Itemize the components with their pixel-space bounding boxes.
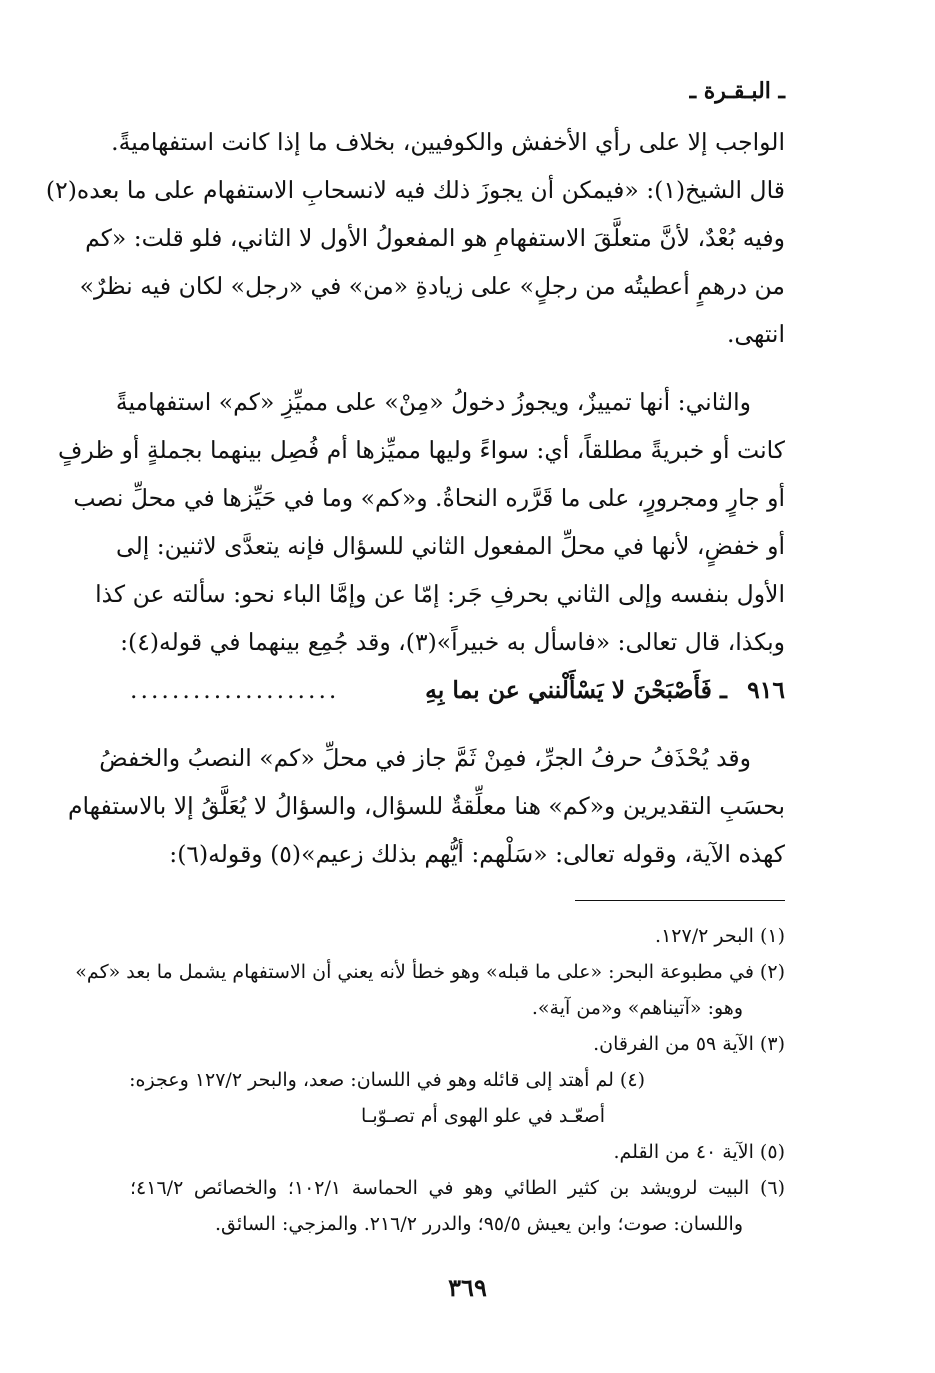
verse-916 [130,666,785,714]
body-line: الأول بنفسه وإلى الثاني بحرفِ جَر: إمّا عن وإمَّا الباء نحو: سألته عن كذا [95,580,785,608]
body-line: وقد يُحْذَفُ حرفُ الجرِّ، فمِنْ ثَمَّ جاز في محلِّ «كم» النصبُ والخفضُ [99,744,751,772]
body-line: والثاني: أنها تمييزٌ، ويجوزُ دخولُ «مِنْ» على مميِّزِ «كم» استفهاميةً [115,388,751,416]
footnote-4-verse: أصعّـد في علو الهوى أم تصـوّبـا [360,1105,605,1127]
verse-dots: .................... [130,676,340,704]
running-header: ـ البـقـرة ـ [689,78,785,104]
footnote-1: (١) البحر ١٢٧/٢. [655,925,785,947]
body-line: بحسَبِ التقديرين و«كم» هنا معلِّقةٌ للسؤال، والسؤالُ لا يُعَلَّقُ إلا بالاستفهام [67,792,785,820]
verse-number: ٩١٦ [747,676,785,704]
body-line: كانت أو خبريةً مطلقاً، أي: سواءً وليها مميِّزها أم فُصِل بينهما بجملةٍ أو ظرفٍ [58,436,785,464]
body-line: من درهمٍ أعطيتُه من رجلٍ» على زيادةِ «من» في «رجل» لكان فيه نظرٌ» [79,272,785,300]
body-line: انتهى. [726,320,785,348]
body-line: أو جارٍ ومجرورٍ، على ما قَرَّره النحاةُ. و«كم» وما في حَيِّزها في محلِّ نصب [73,484,785,512]
verse-separator: ـ [720,676,727,704]
body-line: وبكذا، قال تعالى: «فاسأل به خبيراً»(٣)، وقد جُمِع بينهما في قوله(٤): [120,628,785,656]
footnote-separator [575,900,785,901]
footnotes [75,918,785,1242]
footnote-6: (٦) البيت لرويشد بن كثير الطائي وهو في الحماسة ١٠٢/١؛ والخصائص ٤١٦/٢؛ [130,1177,785,1199]
body-line: قال الشيخ(١): «فيمكن أن يجوزَ ذلك فيه لانسحابِ الاستفهام على ما بعده(٢) [45,176,785,204]
footnote-6-continuation: واللسان: صوت؛ وابن يعيش ٩٥/٥؛ والدرر ٢١٦/٢. والمزجي: السائق. [214,1213,743,1235]
footnote-5: (٥) الآية ٤٠ من القلم. [613,1141,785,1163]
body-line: الواجب إلا على رأي الأخفش والكوفيين، بخلاف ما إذا كانت استفهاميةً. [111,128,785,156]
verse-text: فَأَصْبَحْنَ لا يَسْأَلْنني عن بما بِهِ [425,676,712,704]
body-text [45,118,785,878]
body-line: كهذه الآية، وقوله تعالى: «سَلْهم: أيُّهم بذلك زعيم»(٥) وقوله(٦): [169,840,785,868]
footnote-2-continuation: وهو: «آتيناهم» و«من آية». [531,997,743,1019]
page-number: ٣٦٩ [448,1273,487,1302]
body-line: وفيه بُعْدٌ، لأنَّ متعلَّقَ الاستفهامِ هو المفعولُ الأول لا الثاني، فلو قلت: «كم [85,224,785,252]
footnote-2: (٢) في مطبوعة البحر: «على ما قبله» وهو خطأ لأنه يعني أن الاستفهام يشمل ما بعد «كم» [75,961,785,983]
footnote-3: (٣) الآية ٥٩ من الفرقان. [593,1033,785,1055]
footnote-4: (٤) لم أهتد إلى قائله وهو في اللسان: صعد، والبحر ١٢٧/٢ وعجزه: [129,1069,645,1091]
body-line: أو خفضٍ، لأنها في محلِّ المفعول الثاني للسؤال فإنه يتعدَّى لاثنين: إلى [115,532,785,560]
